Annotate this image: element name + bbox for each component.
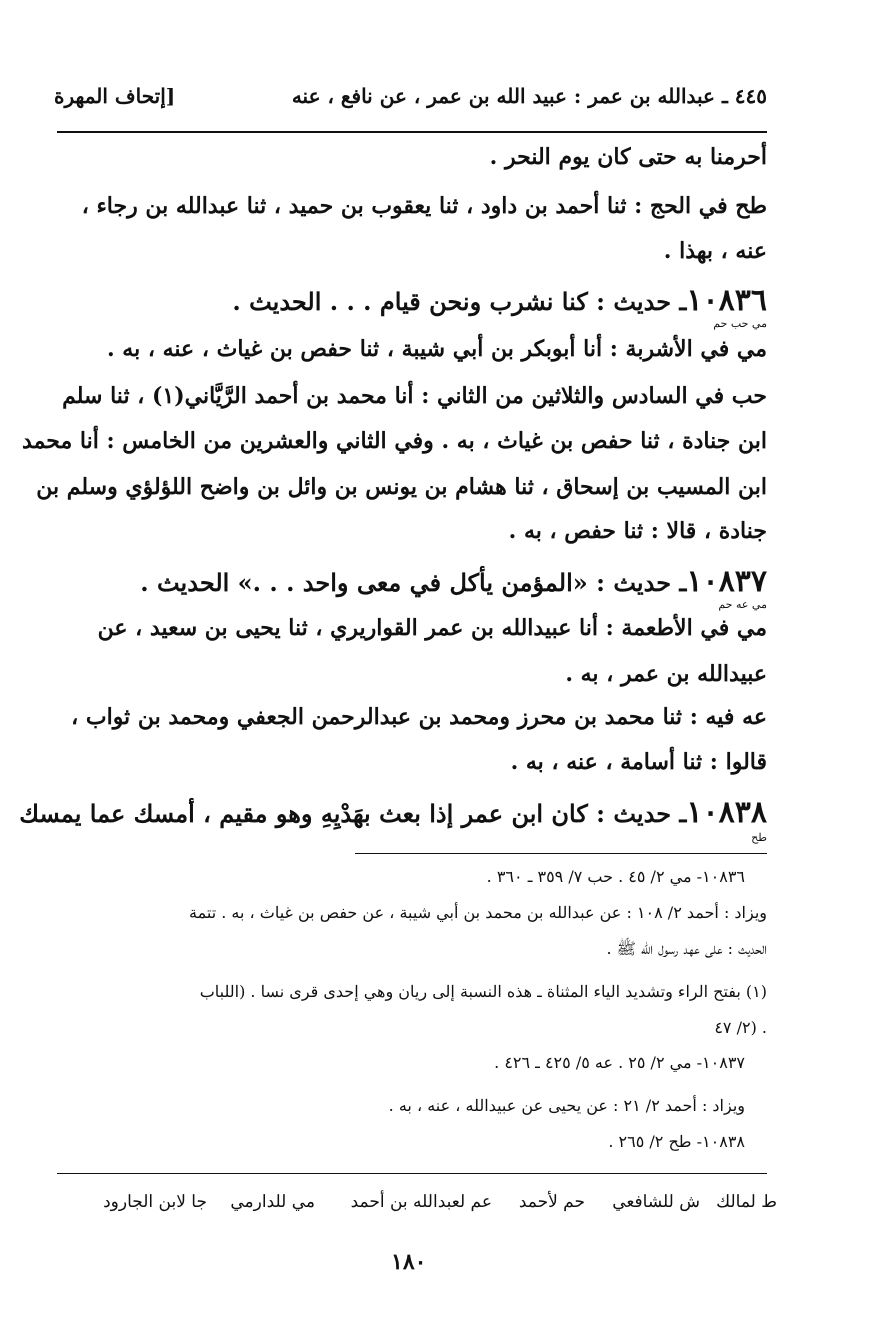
body-line: عنه ، بهذا . xyxy=(663,238,767,264)
body-line: طح في الحج : ثنا أحمد بن داود ، ثنا يعقوب بن حميد ، ثنا عبدالله بن رجاء ، xyxy=(81,193,767,219)
footnote-line: ويزاد : أحمد ٢/ ٢١ : عن يحيى عن عبيدالله ، عنه ، به . xyxy=(388,1096,745,1115)
footnote-line: الحديث : على عهد رسول الله ﷺ . xyxy=(606,939,767,958)
hadith-number: ١٠٨٣٦ xyxy=(686,283,767,318)
running-header-left: [إتحاف المهرة xyxy=(54,84,176,108)
hadith-number: ١٠٨٣٧ xyxy=(686,564,767,599)
footnote-rule xyxy=(355,853,767,854)
body-line: أحرمنا به حتى كان يوم النحر . xyxy=(489,144,767,170)
legend-item: مي للدارمي xyxy=(230,1192,315,1212)
legend-item: جا لابن الجارود xyxy=(103,1192,207,1212)
footnote-line: ١٠٨٣٧- مي ٢/ ٢٥ . عه ٥/ ٤٢٥ ـ ٤٢٦ . xyxy=(494,1053,745,1072)
footnote-line: ١٠٨٣٨- طح ٢/ ٢٦٥ . xyxy=(608,1132,745,1151)
body-line: مي في الأطعمة : أنا عبيدالله بن عمر القواريري ، ثنا يحيى بن سعيد ، عن xyxy=(97,615,767,641)
body-line: ابن جنادة ، ثنا حفص بن غياث ، به . وفي الثاني والعشرين من الخامس : أنا محمد xyxy=(22,428,767,454)
body-line: حب في السادس والثلاثين من الثاني : أنا محمد بن أحمد الرَّيَّاني(١) ، ثنا سلم xyxy=(62,383,767,409)
hadith-heading-10837 xyxy=(140,564,767,599)
footnote-line: ويزاد : أحمد ٢/ ١٠٨ : عن عبدالله بن محمد بن أبي شيبة ، عن حفص بن غياث ، به . تتمة xyxy=(189,903,767,922)
hadith-title: ـ حديث : «المؤمن يأكل في معى واحد . . .» الحديث . xyxy=(140,568,687,597)
legend-item: عم لعبدالله بن أحمد xyxy=(350,1192,492,1212)
body-line: عبيدالله بن عمر ، به . xyxy=(565,661,767,687)
footnote-line: ١٠٨٣٦- مي ٢/ ٤٥ . حب ٧/ ٣٥٩ ـ ٣٦٠ . xyxy=(486,867,745,886)
body-line: مي في الأشربة : أنا أبوبكر بن أبي شيبة ، ثنا حفص بن غياث ، عنه ، به . xyxy=(106,336,767,362)
hadith-title: ـ حديث : كان ابن عمر إذا بعث بهَدْيِهِ وهو مقيم ، أمسك عما يمسك xyxy=(19,799,687,828)
source-siglum: مي عه حم xyxy=(718,598,767,611)
footnote-line: (١) بفتح الراء وتشديد الياء المثناة ـ هذه النسبة إلى ريان وهي إحدى قرى نسا . (اللباب xyxy=(199,982,767,1001)
body-line: جنادة ، قالا : ثنا حفص ، به . xyxy=(508,518,767,544)
legend-item: ش للشافعي xyxy=(612,1192,700,1212)
source-siglum: طح xyxy=(751,831,767,844)
body-line: قالوا : ثنا أسامة ، عنه ، به . xyxy=(510,749,767,775)
hadith-title: ـ حديث : كنا نشرب ونحن قيام . . . الحديث . xyxy=(232,287,687,316)
running-header-right: ٤٤٥ ـ عبدالله بن عمر : عبيد الله بن عمر ، عن نافع ، عنه xyxy=(291,84,767,108)
hadith-number: ١٠٨٣٨ xyxy=(686,795,767,830)
hadith-heading-10836 xyxy=(232,283,767,318)
body-line: عه فيه : ثنا محمد بن محرز ومحمد بن عبدالرحمن الجعفي ومحمد بن ثواب ، xyxy=(71,704,767,730)
legend-item: حم لأحمد xyxy=(518,1192,585,1212)
header-rule xyxy=(57,131,767,133)
footnote-line: ٢/ ٤٧) . xyxy=(714,1018,767,1037)
hadith-heading-10838 xyxy=(19,795,767,830)
legend-item: ط لمالك xyxy=(716,1192,777,1212)
source-siglum: مي حب حم xyxy=(713,317,767,330)
body-line: ابن المسيب بن إسحاق ، ثنا هشام بن يونس بن وائل بن واضح اللؤلؤي وسلم بن xyxy=(36,474,767,500)
page-number: ١٨٠ xyxy=(391,1249,427,1275)
legend-rule xyxy=(57,1173,767,1174)
